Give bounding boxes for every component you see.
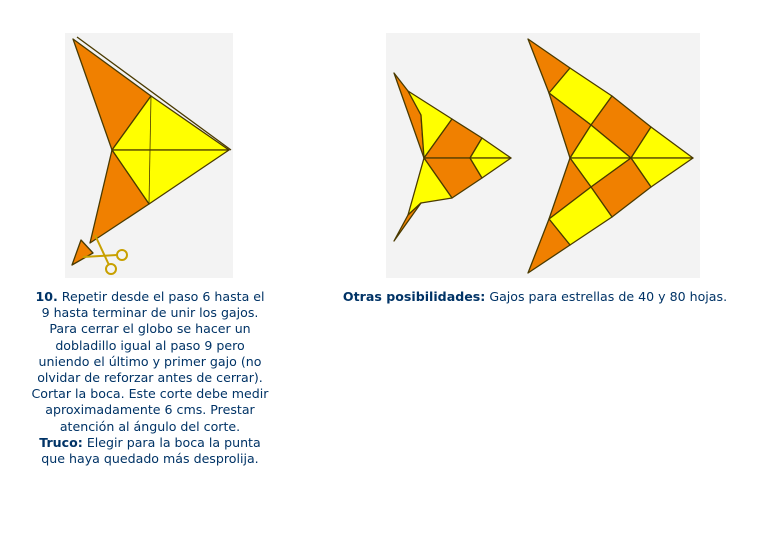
step-number: 10. — [35, 289, 58, 304]
star-gores-figure — [386, 33, 700, 278]
kite-fold-figure — [65, 33, 233, 278]
other-possibilities-label: Otras posibilidades: — [342, 289, 486, 304]
tip-label: Truco: — [39, 434, 83, 450]
other-possibilities-caption — [300, 289, 770, 305]
step-text: Repetir desde el paso 6 hasta el 9 hasta terminar de unir los gajos. Para cerrar el globo se hacer un dobladillo igual al paso 9 pero uniendo el último y primer gajo (no olvidar de reforzar antes de cerrar). Cortar la boca. Este corte debe medir aproximadamente 6 cms. Prestar atención al ángulo del corte. — [31, 289, 269, 434]
step-10-caption — [30, 289, 270, 467]
other-possibilities-text: Gajos para estrellas de 40 y 80 hojas. — [489, 289, 728, 304]
tip-text: Elegir para la boca la punta que haya quedado más desprolija. — [41, 434, 261, 467]
